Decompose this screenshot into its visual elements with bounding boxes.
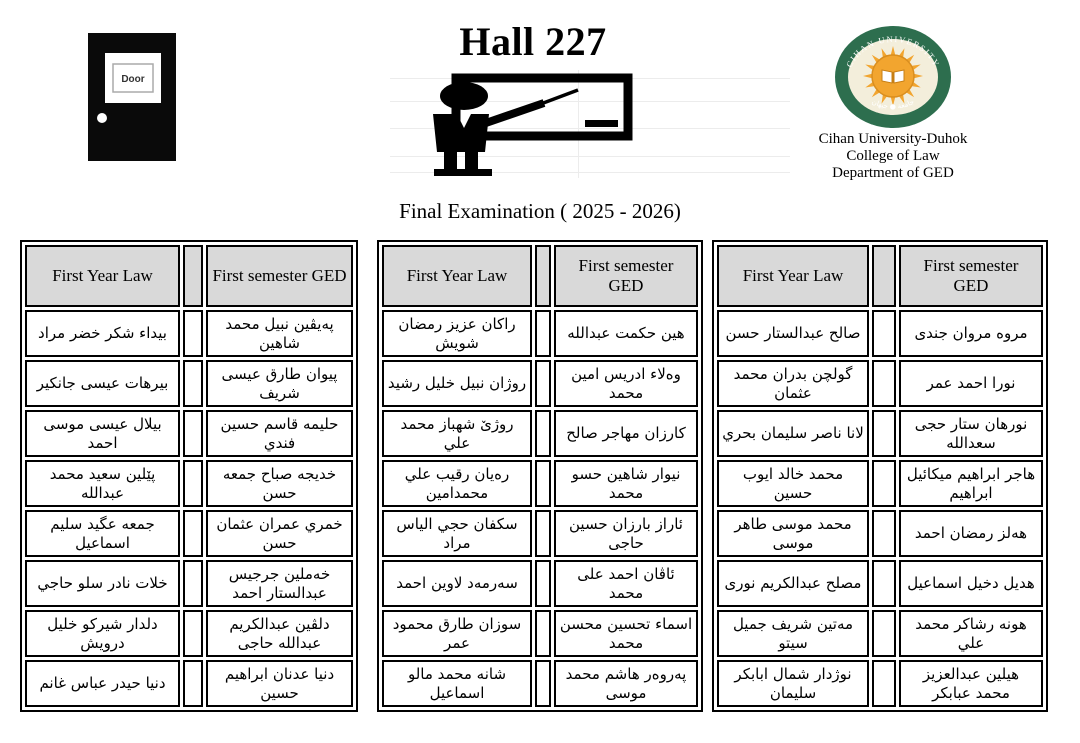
student-name-cell: سوزان طارق محمود عمر xyxy=(382,610,532,657)
student-name-cell: هديل دخيل اسماعيل xyxy=(899,560,1043,607)
student-name-cell: نورهان ستار حجى سعدالله xyxy=(899,410,1043,457)
table-row xyxy=(717,310,1043,357)
roster-table-2 xyxy=(377,240,703,712)
door-label: Door xyxy=(121,74,145,85)
table-row xyxy=(25,460,353,507)
table-row xyxy=(25,660,353,707)
student-name-cell: خمري عمران عثمان حسن xyxy=(206,510,353,557)
exam-title: Final Examination ( 2025 - 2026) xyxy=(399,199,681,223)
roster-table-1 xyxy=(20,240,358,712)
student-name-cell: پێلين سعيد محمد عبدالله xyxy=(25,460,180,507)
table-row xyxy=(717,460,1043,507)
table-row xyxy=(382,360,698,407)
student-name-cell: روژێ شهباز محمد علي xyxy=(382,410,532,457)
table-row xyxy=(25,560,353,607)
table-row xyxy=(717,610,1043,657)
spacer-cell xyxy=(183,460,203,507)
column-header-ged: First semester GED xyxy=(899,245,1043,307)
table-row xyxy=(382,310,698,357)
spacer-cell xyxy=(872,660,896,707)
student-name-cell: دنيا عدنان ابراهيم حسين xyxy=(206,660,353,707)
student-name-cell: مەتين شريف جميل سيتو xyxy=(717,610,869,657)
student-name-cell: ئاڤان احمد على محمد xyxy=(554,560,698,607)
spacer-cell xyxy=(535,360,551,407)
spacer-header-cell xyxy=(535,245,551,307)
spacer-cell xyxy=(535,660,551,707)
spacer-cell xyxy=(535,310,551,357)
spacer-cell xyxy=(535,610,551,657)
table-row xyxy=(382,410,698,457)
table-row xyxy=(717,660,1043,707)
column-header-law: First Year Law xyxy=(25,245,180,307)
teacher-blackboard-icon xyxy=(412,68,642,176)
student-name-cell: خديجه صباح جمعه حسن xyxy=(206,460,353,507)
student-name-cell: پەيڤين نبيل محمد شاهين xyxy=(206,310,353,357)
student-name-cell: دنيا حيدر عباس غانم xyxy=(25,660,180,707)
student-name-cell: رەيان رقيب علي محمدامين xyxy=(382,460,532,507)
student-name-cell: نوژدار شمال ابابكر سليمان xyxy=(717,660,869,707)
spacer-cell xyxy=(183,310,203,357)
door-icon xyxy=(88,33,178,163)
spacer-header-cell xyxy=(183,245,203,307)
student-name-cell: هاجر ابراهيم ميكائيل ابراهيم xyxy=(899,460,1043,507)
spacer-cell xyxy=(872,610,896,657)
spacer-cell xyxy=(183,610,203,657)
spacer-header-cell xyxy=(872,245,896,307)
student-name-cell: ئاراز بارزان حسين حاجى xyxy=(554,510,698,557)
header-row xyxy=(382,245,698,307)
table-row xyxy=(382,660,698,707)
university-logo xyxy=(833,24,953,134)
spacer-cell xyxy=(872,410,896,457)
organization-lines xyxy=(773,131,1013,182)
header-row xyxy=(25,245,353,307)
spacer-cell xyxy=(183,510,203,557)
student-name-cell: بيرهات عيسى جانكير xyxy=(25,360,180,407)
student-name-cell: هين حكمت عبدالله xyxy=(554,310,698,357)
table-row xyxy=(717,410,1043,457)
spacer-cell xyxy=(535,410,551,457)
spacer-cell xyxy=(872,360,896,407)
student-name-cell: خەملين جرجيس عبدالستار احمد xyxy=(206,560,353,607)
student-name-cell: محمد موسى طاهر موسى xyxy=(717,510,869,557)
student-name-cell: هيلين عبدالعزيز محمد عبابكر xyxy=(899,660,1043,707)
student-name-cell: پەروەر هاشم محمد موسى xyxy=(554,660,698,707)
spacer-cell xyxy=(535,560,551,607)
spacer-cell xyxy=(183,560,203,607)
student-name-cell: هەلز رمضان احمد xyxy=(899,510,1043,557)
org-line-college: College of Law xyxy=(846,148,940,164)
org-line-university: Cihan University-Duhok xyxy=(818,131,968,147)
student-name-cell: كارزان مهاجر صالح xyxy=(554,410,698,457)
logo-ring-text-bottom: جامعة ● جيهان xyxy=(870,97,916,111)
student-name-cell: وەلاء ادريس امين محمد xyxy=(554,360,698,407)
student-name-cell: اسماء تحسين محسن محمد xyxy=(554,610,698,657)
student-name-cell: دلدار شيركو خليل درويش xyxy=(25,610,180,657)
table-row xyxy=(25,510,353,557)
table-row xyxy=(717,560,1043,607)
student-name-cell: نورا احمد عمر xyxy=(899,360,1043,407)
student-name-cell: دلڤين عبدالكريم عبدالله حاجى xyxy=(206,610,353,657)
table-row xyxy=(717,510,1043,557)
student-name-cell: صالح عبدالستار حسن xyxy=(717,310,869,357)
student-name-cell: شانه محمد مالو اسماعيل xyxy=(382,660,532,707)
column-header-ged: First semester GED xyxy=(206,245,353,307)
student-name-cell: نيوار شاهين حسو محمد xyxy=(554,460,698,507)
spacer-cell xyxy=(872,510,896,557)
student-name-cell: سكفان حجي الياس مراد xyxy=(382,510,532,557)
student-name-cell: لانا ناصر سليمان بحري xyxy=(717,410,869,457)
student-name-cell: روژان نبيل خليل رشيد xyxy=(382,360,532,407)
spacer-cell xyxy=(183,660,203,707)
student-name-cell: بيداء شكر خضر مراد xyxy=(25,310,180,357)
student-name-cell: راكان عزيز رمضان شويش xyxy=(382,310,532,357)
table-row xyxy=(25,610,353,657)
student-name-cell: مصلح عبدالكريم نورى xyxy=(717,560,869,607)
table-row xyxy=(382,560,698,607)
table-row xyxy=(382,610,698,657)
hall-title: Hall 227 xyxy=(459,19,607,64)
student-name-cell: پيوان طارق عيسى شريف xyxy=(206,360,353,407)
column-header-law: First Year Law xyxy=(717,245,869,307)
table-row xyxy=(25,310,353,357)
table-row xyxy=(25,360,353,407)
roster-table-3 xyxy=(712,240,1048,712)
spacer-cell xyxy=(872,560,896,607)
student-name-cell: حليمه قاسم حسين فندي xyxy=(206,410,353,457)
spacer-cell xyxy=(535,460,551,507)
student-name-cell: محمد خالد ايوب حسين xyxy=(717,460,869,507)
student-name-cell: جمعه عگيد سليم اسماعيل xyxy=(25,510,180,557)
student-name-cell: بيلال عيسى موسى احمد xyxy=(25,410,180,457)
table-row xyxy=(382,460,698,507)
student-name-cell: هونه رشاكر محمد علي xyxy=(899,610,1043,657)
student-name-cell: خلات نادر سلو حاجي xyxy=(25,560,180,607)
org-line-department: Department of GED xyxy=(832,165,954,181)
column-header-ged: First semester GED xyxy=(554,245,698,307)
student-name-cell: مروه مروان جندى xyxy=(899,310,1043,357)
logo-ring-text-top: CIHAN UNIVERSITY xyxy=(843,33,943,69)
spacer-cell xyxy=(535,510,551,557)
header-row xyxy=(717,245,1043,307)
spacer-cell xyxy=(872,310,896,357)
spacer-cell xyxy=(183,360,203,407)
table-row xyxy=(25,410,353,457)
table-row xyxy=(382,510,698,557)
student-name-cell: گولچن بدران محمد عثمان xyxy=(717,360,869,407)
spacer-cell xyxy=(183,410,203,457)
student-name-cell: سەرمەد لاوين احمد xyxy=(382,560,532,607)
spacer-cell xyxy=(872,460,896,507)
column-header-law: First Year Law xyxy=(382,245,532,307)
table-row xyxy=(717,360,1043,407)
